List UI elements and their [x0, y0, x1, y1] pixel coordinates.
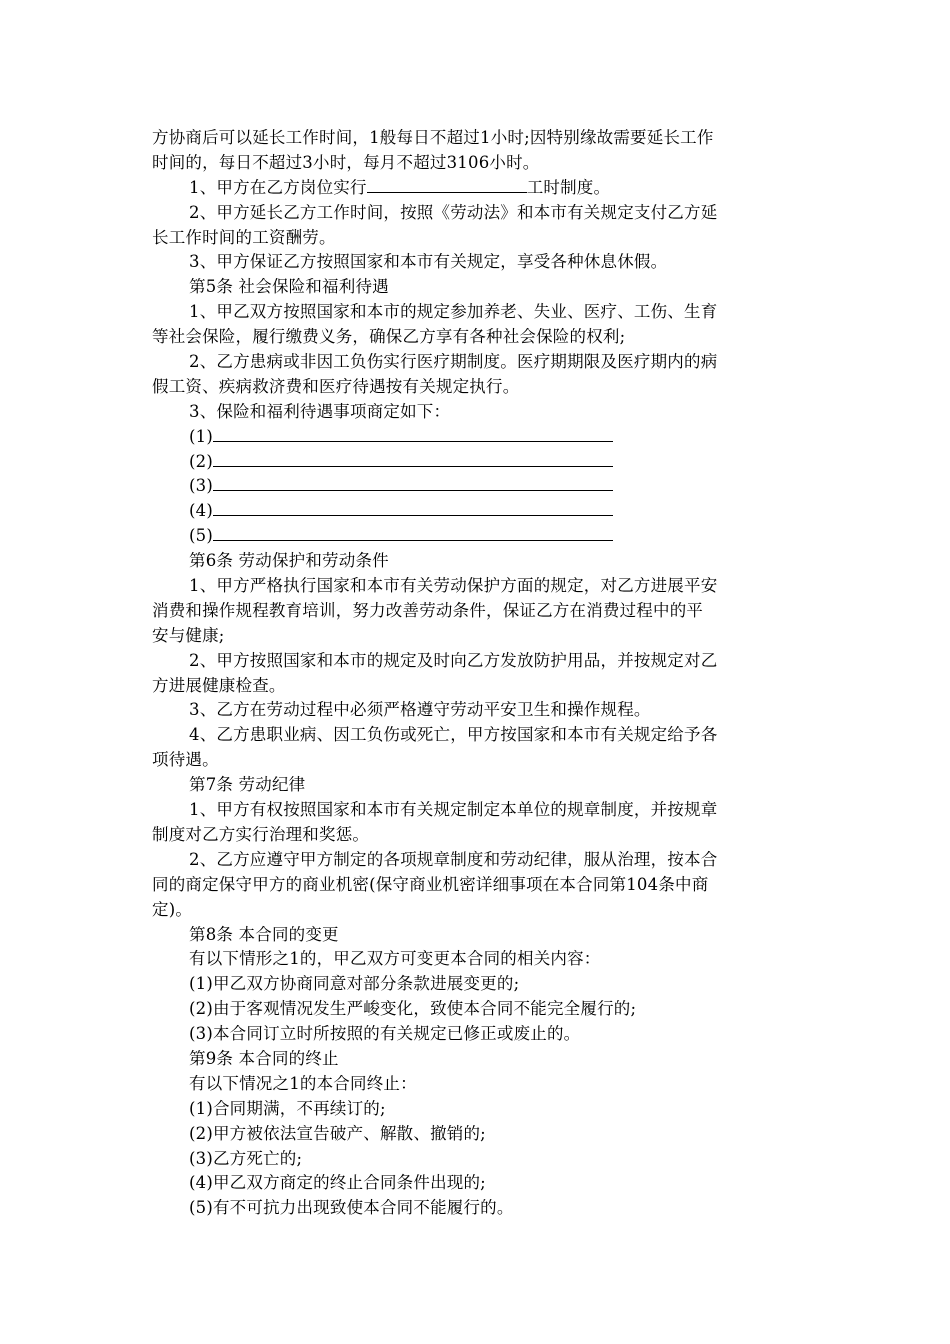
text-line: [152, 649, 802, 674]
line-text: 1、甲方在乙方岗位实行: [189, 177, 367, 197]
line-text: 第6条 劳动保护和劳动条件: [189, 551, 389, 571]
text-line: [152, 300, 802, 325]
line-text: 1、甲乙双方按照国家和本市的规定参加养老、失业、医疗、工伤、生育: [189, 302, 718, 322]
line-text: 时间的，每日不超过3小时，每月不超过3106小时。: [152, 152, 540, 172]
text-line: [152, 574, 802, 599]
line-text: 长工作时间的工资酬劳。: [152, 227, 336, 247]
fill-in-blank: [213, 524, 613, 541]
line-text: 1、甲方严格执行国家和本市有关劳动保护方面的规定，对乙方进展平安: [189, 576, 718, 596]
text-line: [152, 1147, 802, 1172]
line-text: (2): [189, 451, 213, 471]
line-text: 3、甲方保证乙方按照国家和本市有关规定，享受各种休息休假。: [189, 252, 668, 272]
text-line: [152, 1097, 802, 1122]
text-line: [152, 1047, 802, 1072]
line-text: 2、甲方延长乙方工作时间，按照《劳动法》和本市有关规定支付乙方延: [189, 202, 718, 222]
text-line: [152, 1171, 802, 1196]
line-text: (5): [189, 526, 213, 546]
line-text: 定)。: [152, 899, 193, 919]
line-text: (3)本合同订立时所按照的有关规定已修正或废止的。: [189, 1024, 581, 1044]
text-line: [152, 549, 802, 574]
text-line: [152, 997, 802, 1022]
text-line: [152, 599, 802, 624]
text-line: [152, 698, 802, 723]
line-text: (3)乙方死亡的;: [189, 1148, 303, 1168]
line-text: 等社会保险，履行缴费义务，确保乙方享有各种社会保险的权利;: [152, 327, 626, 347]
line-text: 第5条 社会保险和福利待遇: [189, 277, 389, 297]
line-text: 方进展健康检查。: [152, 675, 286, 695]
text-line: [152, 350, 802, 375]
line-text: (2)由于客观情况发生严峻变化，致使本合同不能完全履行的;: [189, 999, 637, 1019]
text-line: [152, 499, 802, 524]
text-line: [152, 798, 802, 823]
text-line: [152, 176, 802, 201]
text-line: [152, 250, 802, 275]
line-text: 第7条 劳动纪律: [189, 775, 306, 795]
text-line: [152, 972, 802, 997]
line-text: (3): [189, 476, 213, 496]
text-line: [152, 748, 802, 773]
text-line: [152, 1122, 802, 1147]
line-text: 项待遇。: [152, 750, 219, 770]
line-text: 制度对乙方实行治理和奖惩。: [152, 824, 370, 844]
text-line: [152, 1196, 802, 1221]
text-line: [152, 674, 802, 699]
line-text: 4、乙方患职业病、因工负伤或死亡，甲方按国家和本市有关规定给予各: [189, 725, 718, 745]
text-line: [152, 848, 802, 873]
line-text: (2)甲方被依法宣告破产、解散、撤销的;: [189, 1123, 486, 1143]
text-line: [152, 923, 802, 948]
text-line: [152, 624, 802, 649]
text-line: [152, 1072, 802, 1097]
line-text: 有以下情况之1的本合同终止：: [189, 1073, 417, 1093]
line-text-after-blank: 工时制度。: [526, 177, 611, 197]
line-text: 同的商定保守甲方的商业机密(保守商业机密详细事项在本合同第104条中商: [152, 874, 709, 894]
document-body: [152, 126, 802, 1221]
line-text: 假工资、疾病救济费和医疗待遇按有关规定执行。: [152, 376, 520, 396]
fill-in-blank: [213, 425, 613, 442]
text-line: [152, 325, 802, 350]
text-line: [152, 723, 802, 748]
line-text: 第8条 本合同的变更: [189, 924, 339, 944]
line-text: 3、保险和福利待遇事项商定如下：: [189, 401, 451, 421]
fill-in-blank: [213, 450, 613, 467]
line-text: 方协商后可以延长工作时间，1般每日不超过1小时;因特别缘故需要延长工作: [152, 128, 714, 147]
line-text: 3、乙方在劳动过程中必须严格遵守劳动平安卫生和操作规程。: [189, 700, 651, 720]
text-line: [152, 947, 802, 972]
text-line: [152, 823, 802, 848]
fill-in-blank: [213, 499, 613, 516]
line-text: 安与健康;: [152, 625, 225, 645]
line-text: (5)有不可抗力出现致使本合同不能履行的。: [189, 1198, 514, 1218]
line-text: 2、乙方患病或非因工负伤实行医疗期制度。医疗期期限及医疗期内的病: [189, 352, 718, 372]
text-line: [152, 201, 802, 226]
text-line: [152, 873, 802, 898]
text-line: [152, 375, 802, 400]
line-text: (4)甲乙双方商定的终止合同条件出现的;: [189, 1173, 486, 1193]
text-line: [152, 773, 802, 798]
text-line: [152, 898, 802, 923]
line-text: (1)甲乙双方协商同意对部分条款进展变更的;: [189, 974, 520, 994]
text-line: [152, 126, 802, 151]
line-text: 2、乙方应遵守甲方制定的各项规章制度和劳动纪律，服从治理，按本合: [189, 849, 718, 869]
text-line: [152, 1022, 802, 1047]
line-text: 有以下情形之1的，甲乙双方可变更本合同的相关内容：: [189, 949, 601, 969]
text-line: [152, 425, 802, 450]
line-text: 消费和操作规程教育培训，努力改善劳动条件，保证乙方在消费过程中的平: [152, 600, 704, 620]
text-line: [152, 400, 802, 425]
text-line: [152, 151, 802, 176]
fill-in-blank: [367, 176, 527, 193]
fill-in-blank: [213, 474, 613, 491]
text-line: [152, 524, 802, 549]
line-text: 1、甲方有权按照国家和本市有关规定制定本单位的规章制度，并按规章: [189, 800, 718, 820]
line-text: 2、甲方按照国家和本市的规定及时向乙方发放防护用品，并按规定对乙: [189, 650, 718, 670]
text-line: [152, 450, 802, 475]
line-text: (4): [189, 501, 213, 521]
line-text: (1): [189, 426, 213, 446]
line-text: 第9条 本合同的终止: [189, 1048, 339, 1068]
text-line: [152, 474, 802, 499]
text-line: [152, 226, 802, 251]
line-text: (1)合同期满，不再续订的;: [189, 1098, 386, 1118]
text-line: [152, 275, 802, 300]
